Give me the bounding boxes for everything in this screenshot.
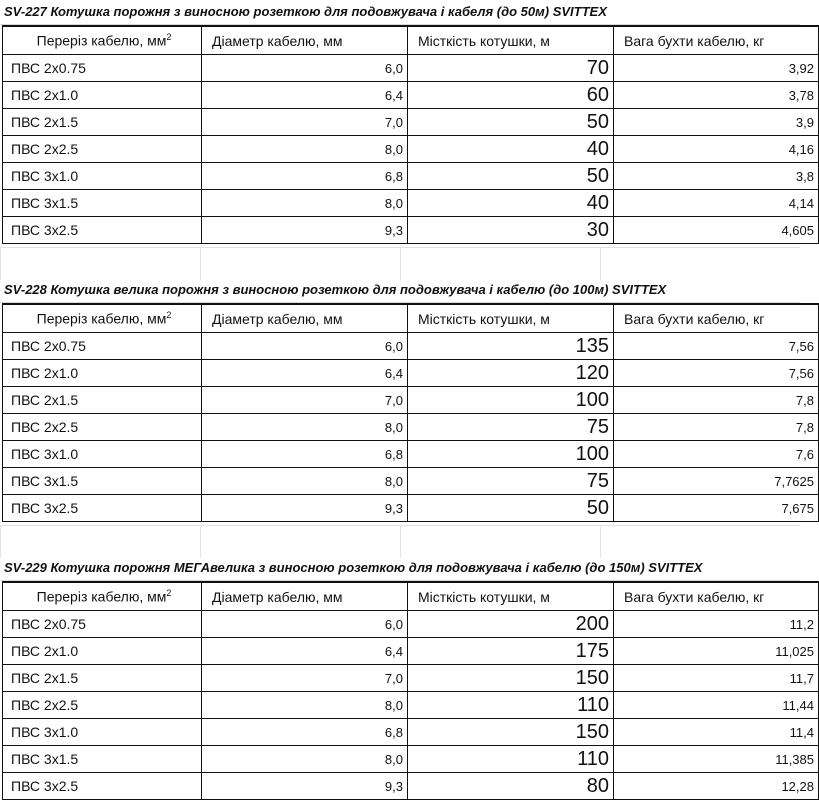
table-row bbox=[3, 746, 819, 773]
table-row bbox=[3, 611, 819, 638]
cell-diameter: 8,0 bbox=[202, 414, 408, 441]
header-weight: Вага бухти кабелю, кг bbox=[614, 26, 819, 55]
cable-table bbox=[2, 581, 819, 800]
cell-section: ПВС 3х1.5 bbox=[3, 190, 202, 217]
cell-diameter: 6,0 bbox=[202, 333, 408, 360]
cell-section: ПВС 2х0.75 bbox=[3, 611, 202, 638]
cell-capacity: 150 bbox=[408, 665, 614, 692]
cell-capacity: 110 bbox=[408, 692, 614, 719]
cell-capacity: 70 bbox=[408, 55, 614, 82]
cell-capacity: 175 bbox=[408, 638, 614, 665]
cell-weight: 3,9 bbox=[614, 109, 819, 136]
cell-section: ПВС 2х2.5 bbox=[3, 136, 202, 163]
header-diameter: Діаметр кабелю, мм bbox=[202, 304, 408, 333]
cell-weight: 3,78 bbox=[614, 82, 819, 109]
table-header-row bbox=[3, 582, 819, 611]
header-diameter: Діаметр кабелю, мм bbox=[202, 582, 408, 611]
empty-sheet-gap bbox=[0, 247, 800, 280]
cell-capacity: 120 bbox=[408, 360, 614, 387]
header-diameter: Діаметр кабелю, мм bbox=[202, 26, 408, 55]
cell-capacity: 110 bbox=[408, 746, 614, 773]
header-weight: Вага бухти кабелю, кг bbox=[614, 582, 819, 611]
cell-capacity: 40 bbox=[408, 136, 614, 163]
table-row bbox=[3, 333, 819, 360]
header-section-label: Переріз кабелю, мм bbox=[36, 310, 167, 327]
header-section-superscript: 2 bbox=[166, 588, 172, 599]
table-row bbox=[3, 136, 819, 163]
cable-table bbox=[2, 25, 819, 244]
cell-capacity: 135 bbox=[408, 333, 614, 360]
product-block bbox=[0, 556, 814, 800]
table-row bbox=[3, 217, 819, 244]
cell-capacity: 200 bbox=[408, 611, 614, 638]
cell-weight: 11,385 bbox=[614, 746, 819, 773]
cell-capacity: 100 bbox=[408, 441, 614, 468]
table-row bbox=[3, 638, 819, 665]
cell-diameter: 6,8 bbox=[202, 441, 408, 468]
cell-weight: 7,675 bbox=[614, 495, 819, 522]
cell-diameter: 8,0 bbox=[202, 692, 408, 719]
table-row bbox=[3, 387, 819, 414]
table-row bbox=[3, 360, 819, 387]
product-title: SV-229 Котушка порожня МЕГАвелика з виносною розеткою для подовжувача і кабелю (до 150м) SVITTEX bbox=[0, 556, 800, 581]
table-row bbox=[3, 692, 819, 719]
cell-weight: 4,16 bbox=[614, 136, 819, 163]
table-row bbox=[3, 773, 819, 800]
cell-diameter: 9,3 bbox=[202, 495, 408, 522]
table-row bbox=[3, 719, 819, 746]
cell-weight: 3,8 bbox=[614, 163, 819, 190]
cell-diameter: 6,4 bbox=[202, 360, 408, 387]
header-section bbox=[3, 26, 202, 55]
cell-weight: 7,6 bbox=[614, 441, 819, 468]
header-section-label: Переріз кабелю, мм bbox=[36, 32, 167, 49]
cell-section: ПВС 3х2.5 bbox=[3, 495, 202, 522]
cell-section: ПВС 3х2.5 bbox=[3, 217, 202, 244]
cell-diameter: 9,3 bbox=[202, 773, 408, 800]
header-weight: Вага бухти кабелю, кг bbox=[614, 304, 819, 333]
header-section bbox=[3, 582, 202, 611]
cell-capacity: 40 bbox=[408, 190, 614, 217]
table-row bbox=[3, 109, 819, 136]
cell-capacity: 150 bbox=[408, 719, 614, 746]
cell-diameter: 7,0 bbox=[202, 109, 408, 136]
table-header-row bbox=[3, 304, 819, 333]
cell-capacity: 100 bbox=[408, 387, 614, 414]
cell-section: ПВС 2х1.5 bbox=[3, 109, 202, 136]
cell-weight: 4,14 bbox=[614, 190, 819, 217]
cell-section: ПВС 2х1.0 bbox=[3, 638, 202, 665]
cell-diameter: 8,0 bbox=[202, 746, 408, 773]
header-capacity: Місткість котушки, м bbox=[408, 26, 614, 55]
cell-section: ПВС 3х1.5 bbox=[3, 746, 202, 773]
header-section-superscript: 2 bbox=[166, 310, 172, 321]
cell-diameter: 8,0 bbox=[202, 468, 408, 495]
header-capacity: Місткість котушки, м bbox=[408, 304, 614, 333]
cell-section: ПВС 2х2.5 bbox=[3, 414, 202, 441]
cell-diameter: 6,8 bbox=[202, 163, 408, 190]
cell-capacity: 50 bbox=[408, 163, 614, 190]
cell-capacity: 30 bbox=[408, 217, 614, 244]
table-row bbox=[3, 82, 819, 109]
cell-capacity: 75 bbox=[408, 414, 614, 441]
cell-weight: 12,28 bbox=[614, 773, 819, 800]
cell-diameter: 7,0 bbox=[202, 665, 408, 692]
cell-weight: 7,8 bbox=[614, 387, 819, 414]
cell-weight: 11,4 bbox=[614, 719, 819, 746]
cell-weight: 11,7 bbox=[614, 665, 819, 692]
cable-table bbox=[2, 303, 819, 522]
cell-diameter: 6,4 bbox=[202, 638, 408, 665]
cell-capacity: 60 bbox=[408, 82, 614, 109]
cell-weight: 7,56 bbox=[614, 333, 819, 360]
table-row bbox=[3, 190, 819, 217]
table-row bbox=[3, 163, 819, 190]
header-section-superscript: 2 bbox=[166, 32, 172, 43]
cell-weight: 3,92 bbox=[614, 55, 819, 82]
table-row bbox=[3, 441, 819, 468]
cell-weight: 7,7625 bbox=[614, 468, 819, 495]
cell-weight: 11,2 bbox=[614, 611, 819, 638]
cell-weight: 7,56 bbox=[614, 360, 819, 387]
cell-weight: 7,8 bbox=[614, 414, 819, 441]
cell-weight: 11,025 bbox=[614, 638, 819, 665]
cell-capacity: 50 bbox=[408, 109, 614, 136]
cell-section: ПВС 2х2.5 bbox=[3, 692, 202, 719]
cell-diameter: 9,3 bbox=[202, 217, 408, 244]
cell-capacity: 50 bbox=[408, 495, 614, 522]
cell-section: ПВС 2х1.5 bbox=[3, 665, 202, 692]
header-capacity: Місткість котушки, м bbox=[408, 582, 614, 611]
cell-capacity: 75 bbox=[408, 468, 614, 495]
cell-diameter: 6,0 bbox=[202, 55, 408, 82]
table-row bbox=[3, 665, 819, 692]
cell-diameter: 6,0 bbox=[202, 611, 408, 638]
empty-sheet-gap bbox=[0, 525, 800, 558]
product-block bbox=[0, 278, 814, 522]
cell-section: ПВС 2х0.75 bbox=[3, 333, 202, 360]
product-title: SV-228 Котушка велика порожня з виносною розеткою для подовжувача і кабелю (до 100м) SVITTEX bbox=[0, 278, 800, 303]
header-section-label: Переріз кабелю, мм bbox=[36, 588, 167, 605]
table-row bbox=[3, 468, 819, 495]
cell-capacity: 80 bbox=[408, 773, 614, 800]
cell-diameter: 7,0 bbox=[202, 387, 408, 414]
cell-section: ПВС 3х1.0 bbox=[3, 441, 202, 468]
cell-section: ПВС 3х2.5 bbox=[3, 773, 202, 800]
cell-section: ПВС 3х1.5 bbox=[3, 468, 202, 495]
cell-section: ПВС 3х1.0 bbox=[3, 163, 202, 190]
cell-weight: 4,605 bbox=[614, 217, 819, 244]
cell-weight: 11,44 bbox=[614, 692, 819, 719]
cell-diameter: 8,0 bbox=[202, 136, 408, 163]
table-row bbox=[3, 414, 819, 441]
cell-diameter: 8,0 bbox=[202, 190, 408, 217]
product-title: SV-227 Котушка порожня з виносною розеткою для подовжувача і кабеля (до 50м) SVITTEX bbox=[0, 0, 800, 25]
cell-section: ПВС 2х1.0 bbox=[3, 82, 202, 109]
cell-diameter: 6,4 bbox=[202, 82, 408, 109]
cell-diameter: 6,8 bbox=[202, 719, 408, 746]
table-header-row bbox=[3, 26, 819, 55]
cell-section: ПВС 3х1.0 bbox=[3, 719, 202, 746]
cell-section: ПВС 2х0.75 bbox=[3, 55, 202, 82]
product-block bbox=[0, 0, 814, 244]
cell-section: ПВС 2х1.5 bbox=[3, 387, 202, 414]
table-row bbox=[3, 55, 819, 82]
cell-section: ПВС 2х1.0 bbox=[3, 360, 202, 387]
table-row bbox=[3, 495, 819, 522]
header-section bbox=[3, 304, 202, 333]
